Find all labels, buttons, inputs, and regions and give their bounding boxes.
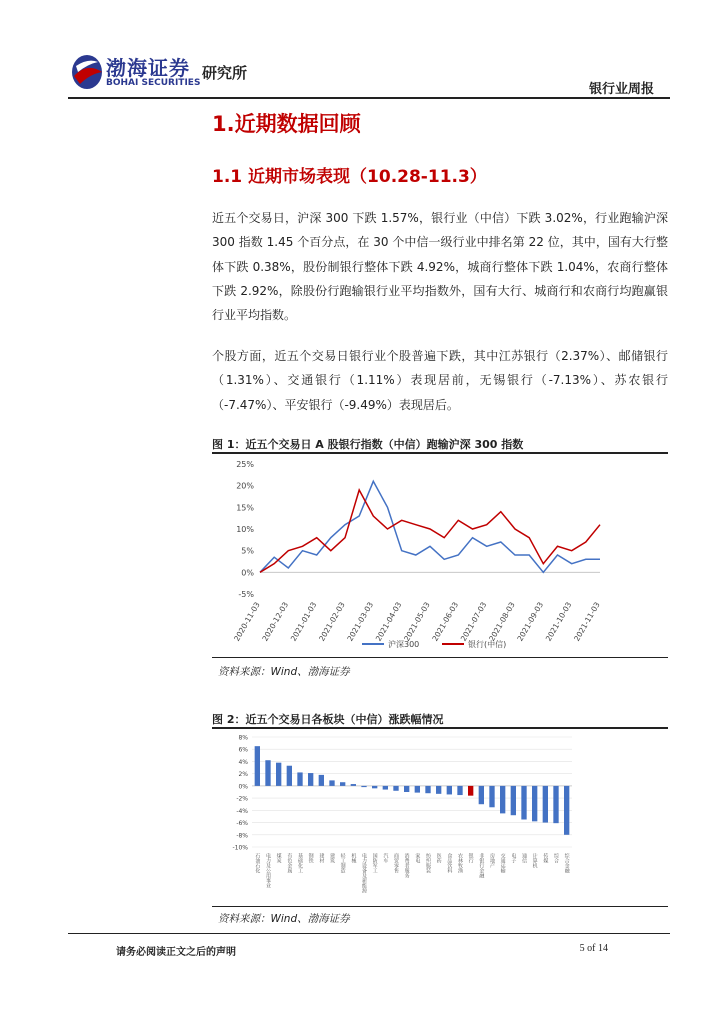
bar xyxy=(361,786,366,787)
category-label: 有色金属 xyxy=(286,853,293,873)
legend-label: 沪深300 xyxy=(388,640,420,649)
x-tick-label: 2021-01-03 xyxy=(288,600,319,643)
y-tick-label: -4% xyxy=(236,807,248,815)
x-tick-label: 2021-11-03 xyxy=(572,600,602,643)
bar xyxy=(265,760,270,786)
bar xyxy=(543,786,548,823)
category-label: 电子 xyxy=(510,853,517,863)
bar xyxy=(297,772,302,785)
y-tick-label: 10% xyxy=(236,525,254,534)
bar xyxy=(468,786,473,796)
category-label: 建筑 xyxy=(329,853,335,863)
brand-name-cn: 渤海证券 xyxy=(106,56,190,80)
figure-1-source: 资料来源：Wind、渤海证券 xyxy=(218,666,350,678)
category-label: 传媒 xyxy=(542,853,549,863)
category-label: 银行 xyxy=(467,853,474,863)
category-label: 消费者服务 xyxy=(403,853,410,878)
x-tick-label: 2021-02-03 xyxy=(317,600,347,643)
bar xyxy=(447,786,452,795)
bar xyxy=(383,786,388,790)
category-label: 医药 xyxy=(435,853,442,863)
market-summary-paragraph: 近五个交易日，沪深 300 下跌 1.57%，银行业（中信）下跌 3.02%，行业跑输沪深 300 指数 1.45 个百分点，在 30 个中信一级行业中排名第 22 位，其中，国有大行整体下跌 0.38%，股份制银行整体下跌 4.92%，城商行整体下跌 1.04%，农商行整体下跌 2.92%，除股份行跑输银行业平均指数外，国有大行、城商行和农商行均跑赢银行业平均指数。 xyxy=(212,211,668,323)
category-label: 电力设备及新能源 xyxy=(361,853,367,893)
category-label: 国防军工 xyxy=(371,853,378,873)
bar xyxy=(489,786,494,807)
bar xyxy=(457,786,462,795)
category-label: 钢铁 xyxy=(307,853,314,863)
category-label: 交通运输 xyxy=(499,853,506,873)
x-tick-label: 2021-03-03 xyxy=(345,600,376,643)
category-label: 机械 xyxy=(350,853,357,863)
y-tick-label: -5% xyxy=(238,590,254,599)
y-tick-label: -2% xyxy=(236,795,248,803)
figure-2-bottom-rule xyxy=(212,906,668,907)
category-label: 纺织服装 xyxy=(425,853,431,873)
category-label: 房地产 xyxy=(489,853,495,868)
footer-disclaimer-notice: 请务必阅读正文之后的声明 xyxy=(116,947,236,958)
x-tick-label: 2020-11-03 xyxy=(232,600,262,643)
category-label: 农林牧渔 xyxy=(457,853,463,873)
y-tick-label: -10% xyxy=(232,844,248,852)
header-divider xyxy=(68,97,670,99)
figure-1-bottom-rule xyxy=(212,657,668,658)
bar xyxy=(436,786,441,794)
series-line xyxy=(260,490,600,572)
category-label: 汽车 xyxy=(382,853,389,863)
x-tick-label: 2021-10-03 xyxy=(543,600,574,643)
bar xyxy=(255,746,260,786)
bar xyxy=(415,786,420,793)
category-label: 家电 xyxy=(414,853,421,863)
y-tick-label: 6% xyxy=(238,746,248,754)
x-tick-label: 2021-04-03 xyxy=(373,600,404,643)
bar xyxy=(404,786,409,792)
bar xyxy=(329,780,334,786)
category-label: 通信 xyxy=(521,853,527,863)
category-label: 基础化工 xyxy=(297,853,303,873)
x-tick-label: 2021-05-03 xyxy=(402,600,432,643)
y-tick-label: -6% xyxy=(236,820,248,828)
x-tick-label: 2021-06-03 xyxy=(430,600,461,643)
footer-divider xyxy=(68,933,670,934)
legend-label: 银行(中信) xyxy=(468,640,507,649)
figure-2-source: 资料来源：Wind、渤海证券 xyxy=(218,913,350,925)
bar xyxy=(340,782,345,786)
y-tick-label: 4% xyxy=(238,758,248,766)
bar xyxy=(372,786,377,788)
category-label: 非银行金融 xyxy=(478,853,485,878)
section-heading-1: 1.近期数据回顾 xyxy=(212,112,361,136)
figure-1-title: 图 1：近五个交易日 A 股银行指数（中信）跑输沪深 300 指数 xyxy=(212,438,524,451)
report-type: 银行业周报 xyxy=(588,82,654,97)
y-tick-label: 0% xyxy=(241,568,254,578)
y-tick-label: 5% xyxy=(241,546,254,556)
bar xyxy=(564,786,569,835)
bar xyxy=(287,766,292,786)
figure-2-bar-chart xyxy=(212,729,668,903)
category-label: 轻工制造 xyxy=(339,853,346,873)
bar xyxy=(553,786,558,823)
category-label: 计算机 xyxy=(531,853,538,868)
y-tick-label: 20% xyxy=(236,481,254,491)
x-tick-label: 2021-08-03 xyxy=(487,600,517,643)
bar xyxy=(393,786,398,791)
bar xyxy=(308,773,313,786)
bar xyxy=(425,786,430,793)
series-line xyxy=(260,481,600,572)
bar xyxy=(351,784,356,786)
stock-summary-paragraph: 个股方面，近五个交易日银行业个股普遍下跌，其中江苏银行（2.37%）、邮储银行（1.31%）、交通银行（1.11%）表现居前，无锡银行（-7.13%）、苏农银行（-7.47%）、平安银行（-9.49%）表现居后。 xyxy=(212,349,668,412)
x-tick-label: 2020-12-03 xyxy=(260,600,291,643)
bar xyxy=(521,786,526,820)
brand-name-en: BOHAI SECURITIES xyxy=(106,78,201,88)
y-tick-label: 2% xyxy=(238,771,248,779)
category-label: 石油石化 xyxy=(254,853,261,873)
bar xyxy=(276,763,281,786)
bar xyxy=(532,786,537,821)
category-label: 综合 xyxy=(553,853,559,863)
bohai-logo-icon xyxy=(70,52,104,92)
category-label: 商贸零售 xyxy=(393,853,399,873)
category-label: 建材 xyxy=(318,853,325,863)
y-tick-label: 0% xyxy=(238,783,248,791)
bar xyxy=(500,786,505,814)
bar xyxy=(479,786,484,804)
y-tick-label: -8% xyxy=(236,832,248,840)
bar xyxy=(511,786,516,815)
category-label: 食品饮料 xyxy=(446,853,453,873)
bar xyxy=(319,775,324,786)
x-tick-label: 2021-07-03 xyxy=(458,600,489,643)
y-tick-label: 25% xyxy=(236,460,254,469)
category-label: 电力及公用事业 xyxy=(265,853,271,888)
y-tick-label: 15% xyxy=(236,503,254,513)
institute-name: 研究所 xyxy=(202,64,248,82)
figure-2-title: 图 2：近五个交易日各板块（中信）涨跌幅情况 xyxy=(212,713,444,726)
section-heading-1-1: 1.1 近期市场表现（10.28-11.3） xyxy=(212,167,487,187)
page-number: 5 of 14 xyxy=(579,943,608,954)
x-tick-label: 2021-09-03 xyxy=(515,600,546,643)
category-label: 煤炭 xyxy=(275,853,282,863)
y-tick-label: 8% xyxy=(238,734,248,742)
figure-1-line-chart xyxy=(212,454,668,654)
brand-logo xyxy=(70,48,260,96)
category-label: 综合金融 xyxy=(563,853,570,873)
